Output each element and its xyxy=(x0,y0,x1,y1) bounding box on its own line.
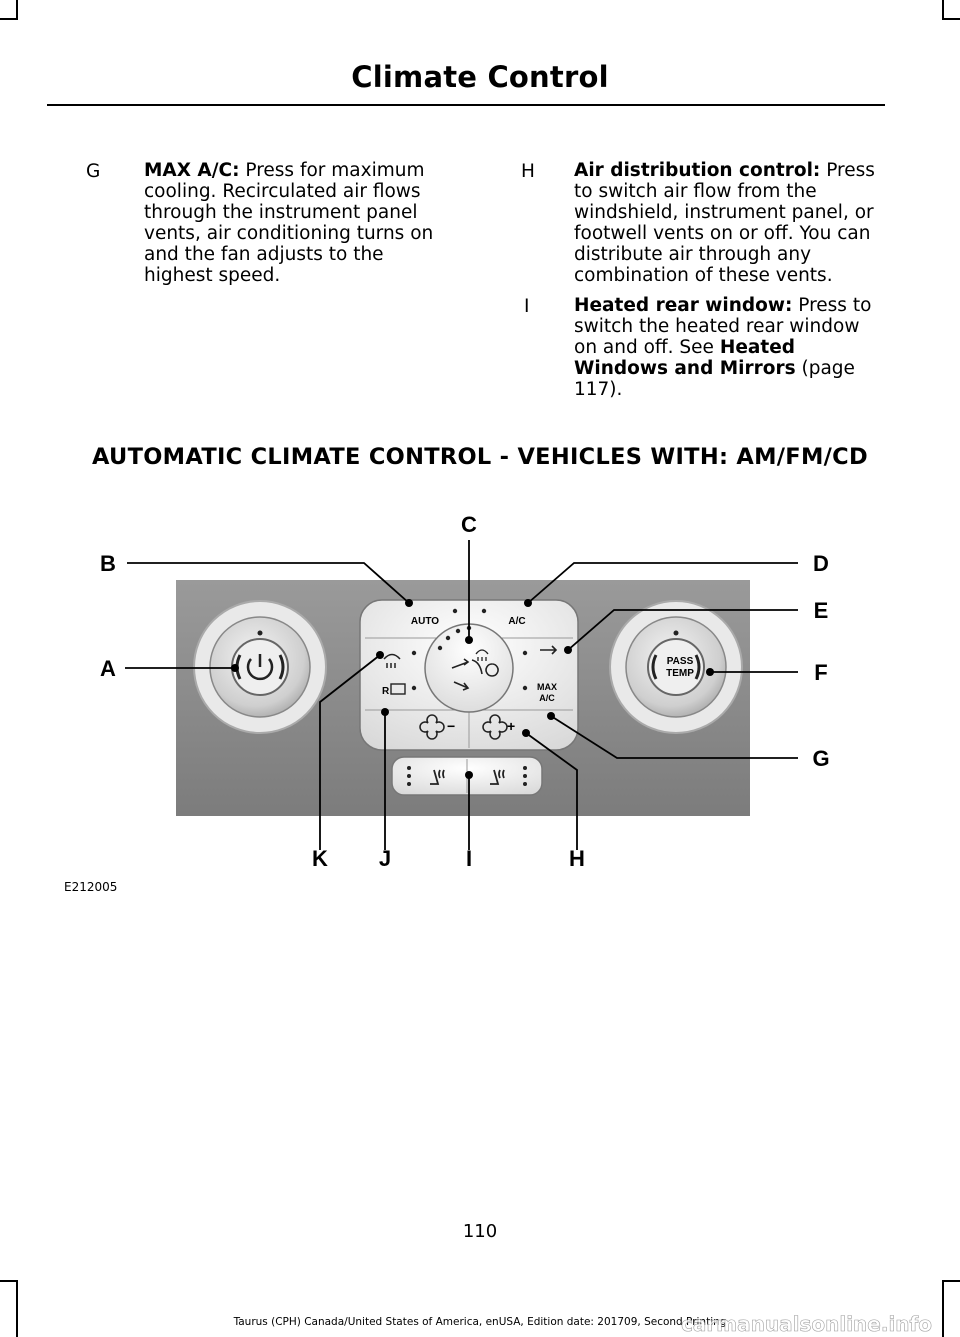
entry-description xyxy=(574,160,876,286)
crop-mark xyxy=(942,0,944,20)
ac-button-label: A/C xyxy=(508,616,526,627)
pass-temp-label-1: PASS xyxy=(666,656,694,667)
fan-minus-label: − xyxy=(447,718,456,734)
callout-e: E xyxy=(813,598,829,623)
callout-j: J xyxy=(378,846,392,871)
figure-id: E212005 xyxy=(64,880,118,894)
entry-body: Press to switch the heated rear window on and off. See xyxy=(574,295,872,358)
header-rule xyxy=(47,104,885,106)
crop-mark xyxy=(0,18,18,20)
section-heading: AUTOMATIC CLIMATE CONTROL - VEHICLES WITH: AM/FM/CD xyxy=(92,444,868,470)
entry-body: Press for maximum cooling. Recirculated air flows through the instrument panel vents, air conditioning turns on and the fan adjusts to the highest speed. xyxy=(144,160,434,286)
edition-footer: Taurus (CPH) Canada/United States of America, enUSA, Edition date: 201709, Second Printing xyxy=(233,1316,727,1328)
entry-letter: H xyxy=(521,161,535,182)
callout-c: C xyxy=(461,512,477,537)
callout-i: I xyxy=(465,846,473,871)
callout-k: K xyxy=(312,846,328,871)
entry-description xyxy=(574,295,876,400)
max-ac-label-2: A/C xyxy=(539,693,555,703)
entry-description xyxy=(144,160,442,286)
crop-mark xyxy=(942,1280,944,1337)
fan-plus-label: + xyxy=(507,718,516,734)
entry-term: Air distribution control: xyxy=(574,160,821,181)
callout-b: B xyxy=(100,551,116,576)
rear-defrost-label: R xyxy=(382,686,390,697)
page-title: Climate Control xyxy=(351,60,609,94)
entry-term: MAX A/C: xyxy=(144,160,240,181)
crop-mark xyxy=(16,1280,18,1337)
passenger-temp-knob xyxy=(610,601,742,733)
page-reference: (page 117). xyxy=(574,358,855,400)
crop-mark xyxy=(16,0,18,20)
climate-control-figure xyxy=(0,500,960,900)
pass-temp-label-2: TEMP xyxy=(666,668,694,679)
entry-letter: G xyxy=(86,161,101,182)
crop-mark xyxy=(942,1280,960,1282)
callout-a: A xyxy=(100,656,116,681)
callout-d: D xyxy=(813,551,829,576)
max-ac-label-1: MAX xyxy=(537,682,557,692)
watermark: carmanualsonline.info xyxy=(681,1312,932,1336)
power-knob xyxy=(194,601,326,733)
entry-term: Heated rear window: xyxy=(574,295,793,316)
auto-button-label: AUTO xyxy=(410,616,440,627)
entry-body: Press to switch air flow from the windshield, instrument panel, or footwell vents on or off. You can distribute air through any combination of these vents. xyxy=(574,160,875,286)
crop-mark xyxy=(942,18,960,20)
entry-letter: I xyxy=(524,296,530,317)
cross-reference-link[interactable]: Heated Windows and Mirrors xyxy=(574,337,796,379)
crop-mark xyxy=(0,1280,18,1282)
callout-g: G xyxy=(812,746,830,771)
callout-f: F xyxy=(814,660,828,685)
page-number: 110 xyxy=(462,1221,498,1242)
callout-h: H xyxy=(569,846,585,871)
